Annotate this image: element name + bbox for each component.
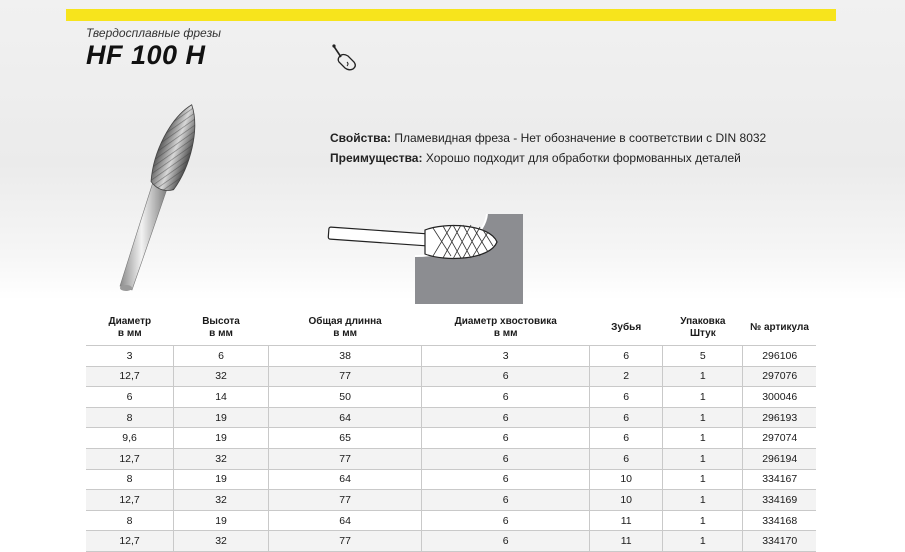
cell-shank-diameter: 6: [422, 490, 590, 511]
cell-total-length: 65: [268, 428, 421, 449]
cell-total-length: 64: [268, 469, 421, 490]
header-line: Зубья: [611, 322, 642, 333]
header-line: № артикула: [750, 322, 809, 333]
cell-article-number: 334167: [743, 469, 816, 490]
cell-height: 19: [174, 469, 269, 490]
cell-article-number: 296106: [743, 346, 816, 367]
cell-diameter: 12,7: [86, 448, 174, 469]
cell-teeth: 6: [590, 407, 663, 428]
cell-teeth: 11: [590, 531, 663, 552]
flame-burr-photo: [108, 100, 248, 300]
column-header-diameter: [86, 311, 174, 346]
header-line: Штук: [689, 328, 716, 339]
cell-shank-diameter: 6: [422, 387, 590, 408]
cell-diameter: 12,7: [86, 366, 174, 387]
cell-height: 19: [174, 407, 269, 428]
product-title: HF 100 H: [86, 40, 206, 70]
cell-article-number: 297074: [743, 428, 816, 449]
hand-grinder-icon: [330, 42, 360, 72]
header-line: Высота: [202, 316, 240, 327]
header-line: в мм: [209, 328, 233, 339]
cell-article-number: 334169: [743, 490, 816, 511]
cell-height: 32: [174, 366, 269, 387]
header-line: Диаметр хвостовика: [454, 316, 557, 327]
cell-article-number: 297076: [743, 366, 816, 387]
cell-teeth: 6: [590, 387, 663, 408]
cell-package: 1: [663, 387, 743, 408]
cell-package: 1: [663, 469, 743, 490]
cell-total-length: 50: [268, 387, 421, 408]
table-row: [86, 428, 816, 449]
header-line: в мм: [333, 328, 357, 339]
cell-height: 6: [174, 346, 269, 367]
table-header-row: [86, 311, 816, 346]
cell-diameter: 8: [86, 510, 174, 531]
cell-shank-diameter: 6: [422, 448, 590, 469]
cell-total-length: 77: [268, 531, 421, 552]
column-header-total-length: [268, 311, 421, 346]
cell-package: 1: [663, 407, 743, 428]
cell-shank-diameter: 3: [422, 346, 590, 367]
cell-total-length: 64: [268, 510, 421, 531]
cell-diameter: 8: [86, 469, 174, 490]
table-row: [86, 407, 816, 428]
properties-label: Свойства:: [330, 131, 392, 145]
header-line: Упаковка: [680, 316, 726, 327]
specifications-table: [86, 311, 816, 552]
cell-teeth: 6: [590, 448, 663, 469]
cell-teeth: 6: [590, 346, 663, 367]
header-line: Диаметр: [108, 316, 152, 327]
cell-package: 1: [663, 448, 743, 469]
cell-height: 19: [174, 510, 269, 531]
table-row: [86, 490, 816, 511]
cell-article-number: 300046: [743, 387, 816, 408]
table-row: [86, 469, 816, 490]
cell-diameter: 6: [86, 387, 174, 408]
advantages-text: Хорошо подходит для обработки формованных деталей: [425, 151, 741, 165]
header-line: в мм: [493, 328, 518, 339]
cell-shank-diameter: 6: [422, 531, 590, 552]
cell-article-number: 334170: [743, 531, 816, 552]
properties-line: [330, 128, 766, 148]
cell-shank-diameter: 6: [422, 407, 590, 428]
cell-article-number: 296193: [743, 407, 816, 428]
cell-teeth: 10: [590, 469, 663, 490]
header-line: Общая длинна: [308, 316, 382, 327]
table-row: [86, 346, 816, 367]
header-line: в мм: [117, 328, 142, 339]
column-header-height: [174, 311, 269, 346]
product-description: [330, 128, 766, 168]
cell-height: 14: [174, 387, 269, 408]
cell-total-length: 38: [268, 346, 421, 367]
cell-teeth: 2: [590, 366, 663, 387]
cell-shank-diameter: 6: [422, 469, 590, 490]
cell-shank-diameter: 6: [422, 366, 590, 387]
cell-height: 32: [174, 448, 269, 469]
cell-shank-diameter: 6: [422, 428, 590, 449]
table-row: [86, 448, 816, 469]
column-header-article-number: [743, 311, 816, 346]
table-row: [86, 531, 816, 552]
cell-diameter: 12,7: [86, 490, 174, 511]
cell-article-number: 296194: [743, 448, 816, 469]
cell-package: 1: [663, 510, 743, 531]
table-row: [86, 510, 816, 531]
column-header-teeth: [590, 311, 663, 346]
table-row: [86, 387, 816, 408]
cell-diameter: 3: [86, 346, 174, 367]
cell-total-length: 77: [268, 490, 421, 511]
category-subtitle: Твердосплавные фрезы: [86, 26, 221, 40]
burr-usage-diagram: [325, 212, 525, 304]
cell-diameter: 8: [86, 407, 174, 428]
cell-package: 5: [663, 346, 743, 367]
cell-package: 1: [663, 531, 743, 552]
table-body: [86, 346, 816, 552]
cell-teeth: 10: [590, 490, 663, 511]
cell-height: 32: [174, 490, 269, 511]
advantages-line: [330, 148, 766, 168]
cell-total-length: 64: [268, 407, 421, 428]
cell-total-length: 77: [268, 448, 421, 469]
cell-height: 19: [174, 428, 269, 449]
cell-total-length: 77: [268, 366, 421, 387]
column-header-package: [663, 311, 743, 346]
cell-article-number: 334168: [743, 510, 816, 531]
cell-package: 1: [663, 428, 743, 449]
column-header-shank-diameter: [422, 311, 590, 346]
cell-package: 1: [663, 490, 743, 511]
cell-height: 32: [174, 531, 269, 552]
advantages-label: Преимущества:: [330, 151, 423, 165]
cell-diameter: 9,6: [86, 428, 174, 449]
properties-text: Пламевидная фреза - Нет обозначение в соответствии с DIN 8032: [394, 131, 767, 145]
cell-diameter: 12,7: [86, 531, 174, 552]
accent-bar: [66, 9, 836, 21]
cell-teeth: 11: [590, 510, 663, 531]
cell-teeth: 6: [590, 428, 663, 449]
cell-shank-diameter: 6: [422, 510, 590, 531]
table-row: [86, 366, 816, 387]
cell-package: 1: [663, 366, 743, 387]
